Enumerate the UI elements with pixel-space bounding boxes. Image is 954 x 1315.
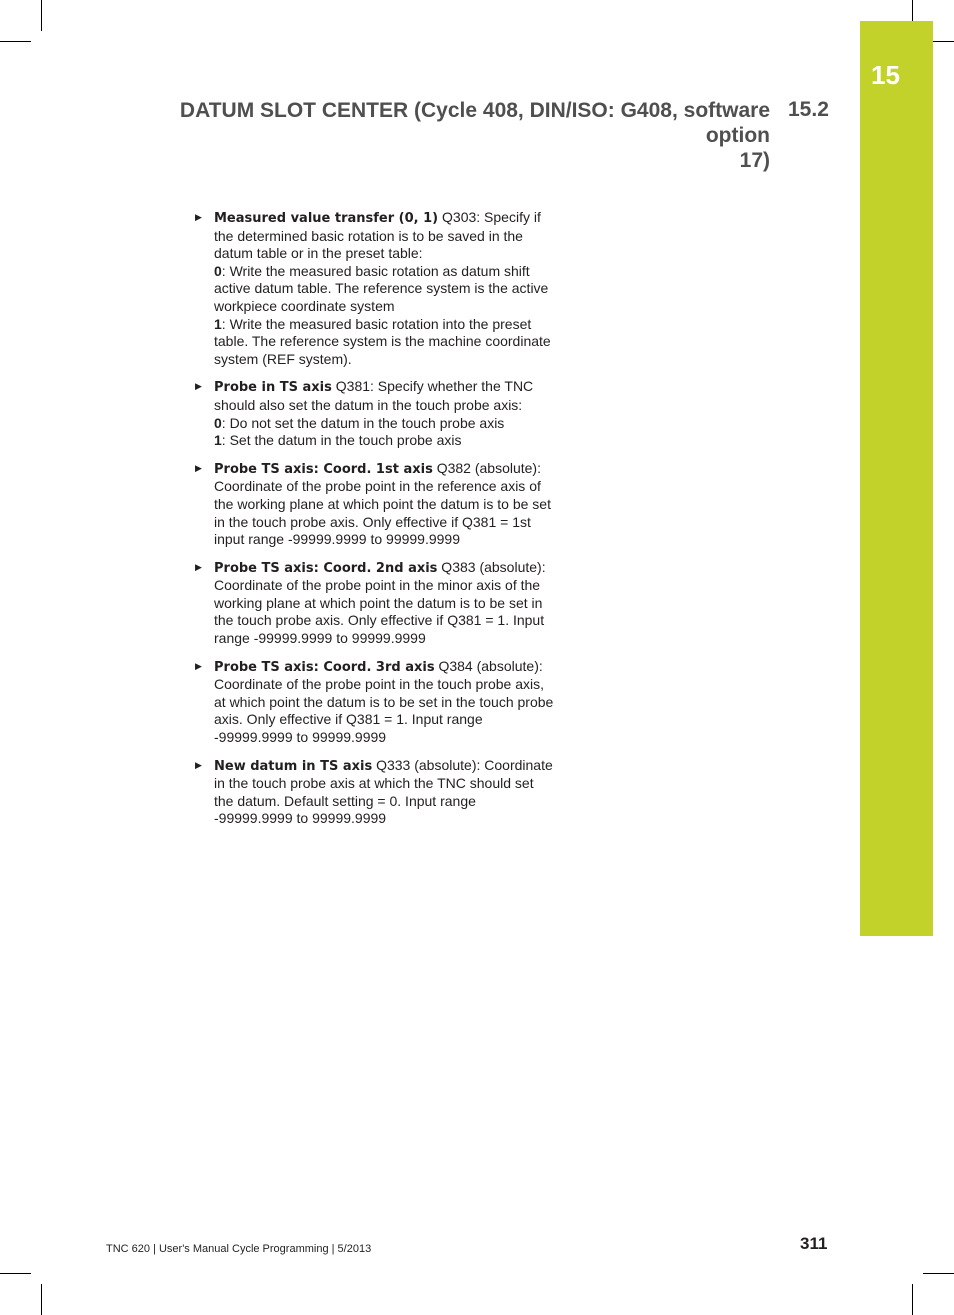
parameter-term: Probe in TS axis bbox=[214, 380, 332, 396]
option-key: 1 bbox=[214, 432, 222, 449]
crop-mark bbox=[0, 41, 31, 42]
crop-mark bbox=[912, 1284, 913, 1315]
option-text: : Write the measured basic rotation as datum shift active datum table. The reference system is the active workpiece coordinate system bbox=[214, 262, 549, 314]
parameter-list bbox=[195, 209, 556, 838]
option-text: : Write the measured basic rotation into the preset table. The reference system is the machine coordinate system (REF system). bbox=[214, 315, 551, 367]
list-item bbox=[195, 558, 556, 648]
chapter-number: 15 bbox=[871, 60, 900, 90]
parameter-description: Q383 (absolute): Coordinate of the probe point in the minor axis of the working plane at which point the datum is to be set in the touch probe axis. Only effective if Q381 = 1. Input range -99999.9999 to 99999.9999 bbox=[214, 558, 546, 647]
parameter-description: Q384 (absolute): Coordinate of the probe point in the touch probe axis, at which point the datum is to be set in the touch probe axis. Only effective if Q381 = 1. Input range -99999.9999 to 99999.9999 bbox=[214, 657, 554, 746]
triangle-right-icon: ▶ bbox=[195, 212, 202, 222]
parameter-term: Measured value transfer (0, 1) bbox=[214, 211, 439, 226]
parameter-term: Probe TS axis: Coord. 3rd axis bbox=[214, 659, 435, 675]
page-title-line1: DATUM SLOT CENTER (Cycle 408, DIN/ISO: G408, software option bbox=[179, 99, 770, 147]
option-line bbox=[214, 316, 556, 369]
parameter-description: Q333 (absolute): Coordinate in the touch probe axis at which the TNC should set the datum. Default setting = 0. Input range -99999.9999 to 99999.9999 bbox=[214, 756, 553, 827]
triangle-right-icon: ▶ bbox=[195, 759, 202, 770]
list-item bbox=[195, 378, 556, 449]
parameter-term: Probe TS axis: Coord. 1st axis bbox=[214, 461, 433, 477]
crop-mark bbox=[41, 0, 42, 31]
option-line bbox=[214, 263, 556, 316]
option-text: : Do not set the datum in the touch probe axis bbox=[221, 414, 505, 431]
option-key: 1 bbox=[214, 315, 222, 332]
option-line bbox=[214, 432, 556, 450]
crop-mark bbox=[0, 1273, 31, 1274]
parameter-description: Q382 (absolute): Coordinate of the probe point in the reference axis of the working plane at which point the datum is to be set in the touch probe axis. Only effective if Q381 = 1st input range -99999.9999 to 99999.9999 bbox=[214, 459, 551, 548]
option-line bbox=[214, 415, 556, 433]
list-item bbox=[195, 657, 556, 747]
triangle-right-icon: ▶ bbox=[195, 381, 202, 392]
parameter-term: New datum in TS axis bbox=[214, 758, 373, 774]
page-title bbox=[120, 98, 770, 173]
crop-mark bbox=[923, 1273, 954, 1274]
page-number: 311 bbox=[800, 1234, 828, 1253]
option-text: : Set the datum in the touch probe axis bbox=[221, 432, 462, 449]
chapter-tab bbox=[860, 21, 933, 936]
section-number: 15.2 bbox=[788, 98, 829, 121]
page-title-line2: 17) bbox=[739, 149, 770, 172]
triangle-right-icon: ▶ bbox=[195, 660, 202, 671]
parameter-description: Q303: Specify if the determined basic rotation is to be saved in the datum table or in the preset table: bbox=[214, 209, 541, 262]
triangle-right-icon: ▶ bbox=[195, 561, 202, 572]
option-key: 0 bbox=[214, 414, 222, 431]
option-key: 0 bbox=[214, 262, 222, 279]
parameter-description: Q381: Specify whether the TNC should also set the datum in the touch probe axis: bbox=[214, 378, 534, 413]
crop-mark bbox=[41, 1284, 42, 1315]
triangle-right-icon: ▶ bbox=[195, 462, 202, 473]
list-item bbox=[195, 756, 556, 828]
list-item bbox=[195, 209, 556, 368]
list-item bbox=[195, 459, 556, 549]
footer-text: TNC 620 | User's Manual Cycle Programming | 5/2013 bbox=[106, 1243, 372, 1255]
parameter-term: Probe TS axis: Coord. 2nd axis bbox=[214, 560, 438, 576]
